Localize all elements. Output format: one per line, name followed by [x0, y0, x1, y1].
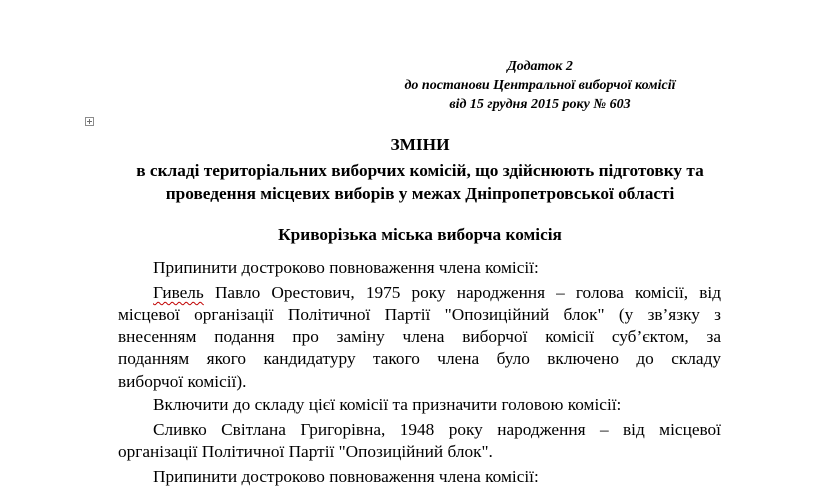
terminate-powers-paragraph-2: Припинити достроково повноваження члена комісії:	[153, 467, 539, 486]
table-move-handle-icon[interactable]	[85, 117, 94, 126]
document-title: ЗМІНИ	[390, 135, 450, 154]
person-1-line-3: внесенням подання про заміну члена виборчої комісії суб’єктом, за	[118, 327, 721, 346]
person-2-line-1: Сливко Світлана Григорівна, 1948 року народження – від місцевої	[153, 420, 721, 439]
person-1-line-1-text: Павло Орестович, 1975 року народження – голова комісії, від	[203, 283, 721, 302]
annex-resolution-date: від 15 грудня 2015 року № 603	[449, 97, 631, 112]
commission-heading: Криворізька міська виборча комісія	[278, 225, 562, 244]
terminate-powers-paragraph: Припинити достроково повноваження члена комісії:	[153, 258, 539, 277]
person-1-line-5: виборчої комісії).	[118, 372, 247, 391]
spellcheck-marked-surname: Гивель	[153, 283, 204, 302]
person-2-line-2: організації Політичної Партії "Опозиційний блок".	[118, 442, 493, 461]
document-subtitle-line2: проведення місцевих виборів у межах Дніпропетровської області	[165, 184, 675, 203]
annex-resolution-ref: до постанови Центральної виборчої комісії	[404, 78, 676, 93]
person-1-line-1	[118, 281, 721, 304]
document-subtitle-line1: в складі територіальних виборчих комісій, що здійснюють підготовку та	[136, 161, 704, 180]
person-1-line-4: поданням якого кандидатуру такого члена було включено до складу	[118, 349, 721, 368]
person-1-line-2: місцевої організації Політичної Партії "Опозиційний блок" (у зв’язку з	[118, 305, 721, 324]
appoint-head-paragraph: Включити до складу цієї комісії та призначити головою комісії:	[153, 395, 622, 414]
annex-number: Додаток 2	[507, 59, 573, 74]
